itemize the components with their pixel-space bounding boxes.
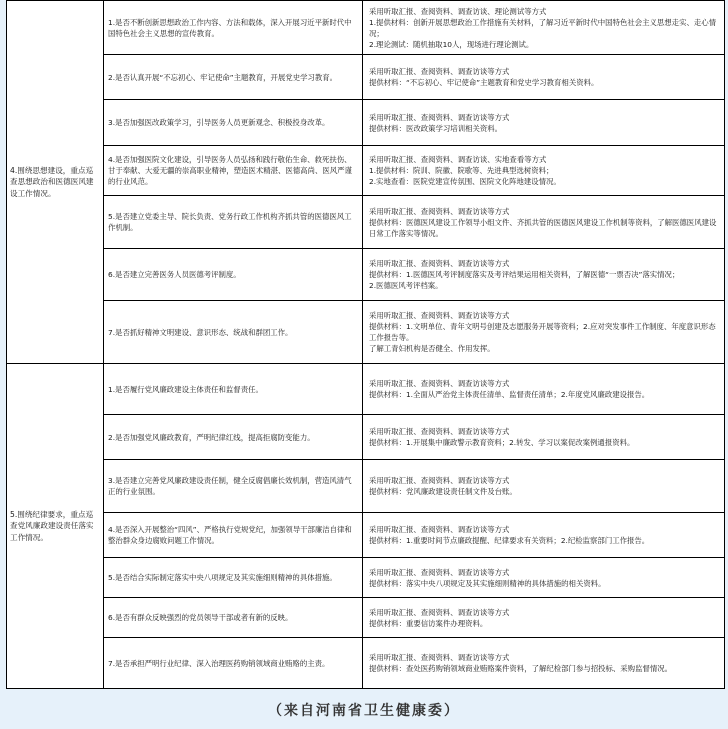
inspection-table xyxy=(6,0,725,689)
method-cell xyxy=(363,249,725,301)
method-line: 提供材料：党风廉政建设责任制文件及台账。 xyxy=(369,487,517,496)
method-line: 提供材料：1.文明单位、青年文明号创建及志愿服务开展等资料；2.应对突发事件工作制度、年度意识形态工作报告等。 xyxy=(369,322,716,342)
table-row xyxy=(7,146,725,196)
table-row xyxy=(7,301,725,364)
method-cell xyxy=(363,196,725,249)
method-line: 提供材料：查处医药购销领域商业贿赂案件资料，了解纪检部门参与招投标、采购监督情况。 xyxy=(369,664,673,673)
method-line: 采用听取汇报、查阅资料、调查访谈、实地查看等方式 xyxy=(369,155,547,164)
method-line: 提供材料：医德医风建设工作领导小组文件、齐抓共管的医德医风建设工作机制等资料，了解医德医风建设日常工作落实等情况。 xyxy=(369,217,717,238)
method-line: 提供材料：1.开展集中廉政警示教育资料；2.转发、学习以案促改案例通报资料。 xyxy=(369,438,635,447)
method-line: 1.提供材料：院训、院徽、院歌等、先进典型选树资料； xyxy=(369,166,554,175)
method-cell xyxy=(363,638,725,689)
method-cell xyxy=(363,598,725,638)
table-row xyxy=(7,638,725,689)
method-line: 2.理论测试：随机抽取10人，现场进行理论测试。 xyxy=(369,39,534,49)
method-cell xyxy=(363,558,725,598)
table-row xyxy=(7,249,725,301)
method-line: 采用听取汇报、查阅资料、调查访谈等方式 xyxy=(369,476,510,485)
table-row xyxy=(7,558,725,598)
method-line: 采用听取汇报、查阅资料、调查访谈等方式 xyxy=(369,607,510,617)
method-cell xyxy=(363,364,725,415)
requirement-cell: 3.是否建立完善党风廉政建设责任制，健全反腐倡廉长效机制，营造风清气正的行业氛围。 xyxy=(104,460,363,513)
method-line: 采用听取汇报、查阅资料、调查访谈等方式 xyxy=(369,427,510,436)
method-line: 采用听取汇报、查阅资料、调查访谈等方式 xyxy=(369,311,510,320)
requirement-cell: 1.是否不断创新思想政治工作内容、方法和载体，深入开展习近平新时代中国特色社会主义思想的宣传教育。 xyxy=(104,1,363,55)
method-line: 采用听取汇报、查阅资料、调查访谈等方式 xyxy=(369,259,510,268)
method-line: 提供材料：1.医德医风考评制度落实及考评结果运用相关资料，了解医德“一票否决”落实情况； xyxy=(369,270,680,279)
requirement-cell: 1.是否履行党风廉政建设主体责任和监督责任。 xyxy=(104,364,363,415)
requirement-cell: 5.是否结合实际制定落实中央八项规定及其实施细则精神的具体措施。 xyxy=(104,558,363,598)
source-caption: （来自河南省卫生健康委） xyxy=(268,703,460,719)
requirement-cell: 4.是否深入开展整治“四风”、严格执行党规党纪，加强领导干部廉洁自律和整治群众身边腐败问题工作情况。 xyxy=(104,513,363,558)
requirement-cell: 2.是否加强党风廉政教育，严明纪律红线，提高拒腐防变能力。 xyxy=(104,415,363,460)
method-cell xyxy=(363,301,725,364)
method-cell xyxy=(363,55,725,100)
inspection-table-body xyxy=(7,1,725,689)
method-line: 提供材料：1.重要时间节点廉政提醒、纪律要求有关资料；2.纪检监察部门工作报告。 xyxy=(369,536,650,545)
method-line: 采用听取汇报、查阅资料、调查访谈等方式 xyxy=(369,206,510,216)
requirement-cell: 6.是否建立完善医务人员医德考评制度。 xyxy=(104,249,363,301)
method-cell xyxy=(363,1,725,55)
category-cell: 4.围绕思想建设，重点巡查思想政治和医德医风建设工作情况。 xyxy=(7,1,104,364)
requirement-cell: 7.是否承担严明行业纪律、深入治理医药购销领域商业贿赂的主责。 xyxy=(104,638,363,689)
table-row xyxy=(7,460,725,513)
table-row xyxy=(7,1,725,55)
method-line: 了解工青妇机构是否健全、作用发挥。 xyxy=(369,344,495,353)
method-cell xyxy=(363,513,725,558)
requirement-cell: 7.是否抓好精神文明建设、意识形态、统战和群团工作。 xyxy=(104,301,363,364)
method-cell xyxy=(363,415,725,460)
method-line: 提供材料：落实中央八项规定及其实施细则精神的具体措施的相关资料。 xyxy=(369,578,606,588)
table-row xyxy=(7,415,725,460)
table-row xyxy=(7,100,725,146)
method-cell xyxy=(363,100,725,146)
method-line: 2.实地查看：医院党建宣传氛围、医院文化阵地建设情况。 xyxy=(369,177,561,186)
method-line: 提供材料：重要信访案件办理资料。 xyxy=(369,618,488,628)
method-line: 提供材料：“不忘初心、牢记使命”主题教育和党史学习教育相关资料。 xyxy=(369,78,599,87)
requirement-cell: 5.是否建立党委主导、院长负责、党务行政工作机构齐抓共管的医德医风工作机制。 xyxy=(104,196,363,249)
method-line: 采用听取汇报、查阅资料、调查访谈等方式 xyxy=(369,112,510,122)
table-row xyxy=(7,55,725,100)
method-line: 采用听取汇报、查阅资料、调查访谈等方式 xyxy=(369,567,510,577)
table-row xyxy=(7,598,725,638)
method-line: 提供材料：医改政策学习培训相关资料。 xyxy=(369,123,503,133)
table-row xyxy=(7,513,725,558)
method-line: 1.提供材料：创新开展思想政治工作措施有关材料，了解习近平新时代中国特色社会主义思想走实、走心情况； xyxy=(369,17,717,38)
method-cell xyxy=(363,146,725,196)
table-row xyxy=(7,364,725,415)
table-row xyxy=(7,196,725,249)
method-line: 采用听取汇报、查阅资料、调查访谈、理论测试等方式 xyxy=(369,6,547,16)
method-line: 采用听取汇报、查阅资料、调查访谈等方式 xyxy=(369,379,510,388)
requirement-cell: 2.是否认真开展“不忘初心、牢记使命”主题教育，开展党史学习教育。 xyxy=(104,55,363,100)
requirement-cell: 6.是否有群众反映强烈的党员领导干部或者有新的反映。 xyxy=(104,598,363,638)
method-line: 采用听取汇报、查阅资料、调查访谈等方式 xyxy=(369,67,510,76)
method-line: 采用听取汇报、查阅资料、调查访谈等方式 xyxy=(369,653,510,662)
requirement-cell: 4.是否加强医院文化建设，引导医务人员弘扬和践行敬佑生命、救死扶伤、甘于奉献、大爱无疆的崇高职业精神，塑造医术精湛、医德高尚、医风严谨的行业风范。 xyxy=(104,146,363,196)
method-line: 采用听取汇报、查阅资料、调查访谈等方式 xyxy=(369,525,510,534)
method-cell xyxy=(363,460,725,513)
category-cell: 5.围绕纪律要求，重点巡查党风廉政建设责任落实工作情况。 xyxy=(7,364,104,689)
requirement-cell: 3.是否加强医改政策学习，引导医务人员更新观念、积极投身改革。 xyxy=(104,100,363,146)
inspection-table-sheet xyxy=(6,0,724,688)
method-line: 提供材料：1.全面从严治党主体责任清单、监督责任清单；2.年度党风廉政建设报告。 xyxy=(369,390,650,399)
method-line: 2.医德医风考评档案。 xyxy=(369,281,443,290)
